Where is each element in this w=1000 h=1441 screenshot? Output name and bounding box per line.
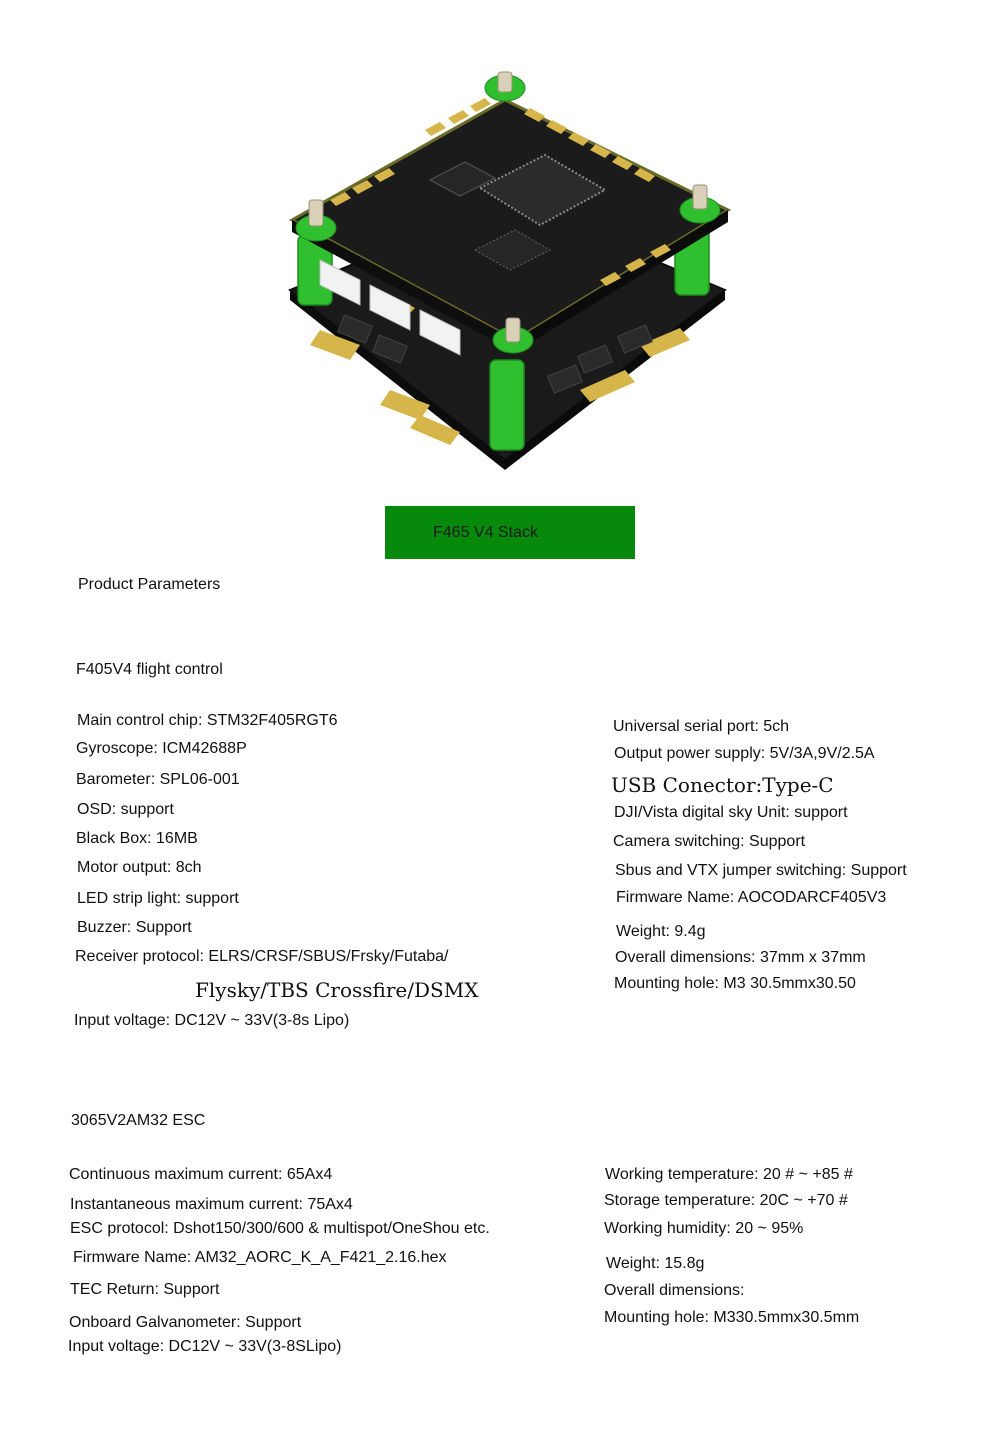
fc-spec-item: Barometer: SPL06-001: [76, 771, 240, 788]
fc-spec-item: USB Conector:Type-C: [611, 773, 834, 797]
section-title: Product Parameters: [78, 576, 221, 593]
esc-spec-item: Weight: 15.8g: [606, 1255, 705, 1272]
fc-spec-item: Input voltage: DC12V ~ 33V(3-8s Lipo): [74, 1012, 350, 1029]
fc-spec-item: Gyroscope: ICM42688P: [76, 740, 247, 757]
fc-spec-item: Mounting hole: M3 30.5mmx30.50: [614, 975, 856, 992]
fc-spec-item: LED strip light: support: [77, 890, 239, 907]
product-name-label: F465 V4 Stack: [433, 523, 538, 541]
fc-spec-item: Overall dimensions: 37mm x 37mm: [615, 949, 866, 966]
fc-spec-item: Universal serial port: 5ch: [613, 718, 790, 735]
esc-spec-item: Continuous maximum current: 65Ax4: [69, 1166, 333, 1183]
fc-spec-item: Flysky/TBS Crossfire/DSMX: [195, 978, 479, 1002]
fc-spec-item: Main control chip: STM32F405RGT6: [77, 712, 338, 729]
esc-spec-item: Firmware Name: AM32_AORC_K_A_F421_2.16.hex: [73, 1249, 447, 1266]
esc-spec-item: Storage temperature: 20C ~ +70 #: [604, 1192, 848, 1209]
fc-spec-item: Weight: 9.4g: [616, 923, 706, 940]
fc-title: F405V4 flight control: [76, 661, 223, 678]
fc-spec-item: DJI/Vista digital sky Unit: support: [614, 804, 848, 821]
esc-spec-item: ESC protocol: Dshot150/300/600 & multispot/OneShou etc.: [70, 1220, 490, 1237]
product-image: [280, 60, 740, 470]
esc-spec-item: Mounting hole: M330.5mmx30.5mm: [604, 1309, 860, 1326]
esc-spec-item: Onboard Galvanometer: Support: [69, 1314, 302, 1331]
fc-spec-item: Black Box: 16MB: [76, 830, 198, 847]
esc-title: 3065V2AM32 ESC: [71, 1112, 206, 1129]
fc-spec-item: Camera switching: Support: [613, 833, 806, 850]
fc-spec-item: Buzzer: Support: [77, 919, 192, 936]
esc-spec-item: Input voltage: DC12V ~ 33V(3-8SLipo): [68, 1338, 342, 1355]
fc-spec-item: Sbus and VTX jumper switching: Support: [615, 862, 907, 879]
esc-spec-item: Overall dimensions:: [604, 1282, 745, 1299]
esc-spec-item: Instantaneous maximum current: 75Ax4: [70, 1196, 353, 1213]
esc-spec-item: Working temperature: 20 # ~ +85 #: [605, 1166, 853, 1183]
fc-spec-item: OSD: support: [77, 801, 174, 818]
fc-spec-item: Motor output: 8ch: [77, 859, 202, 876]
fc-spec-item: Firmware Name: AOCODARCF405V3: [616, 889, 887, 906]
product-name-badge: [385, 506, 635, 559]
esc-spec-item: Working humidity: 20 ~ 95%: [604, 1220, 804, 1237]
fc-spec-item: Receiver protocol: ELRS/CRSF/SBUS/Frsky/Futaba/: [75, 948, 449, 965]
esc-spec-item: TEC Return: Support: [70, 1281, 220, 1298]
fc-spec-item: Output power supply: 5V/3A,9V/2.5A: [614, 745, 875, 762]
